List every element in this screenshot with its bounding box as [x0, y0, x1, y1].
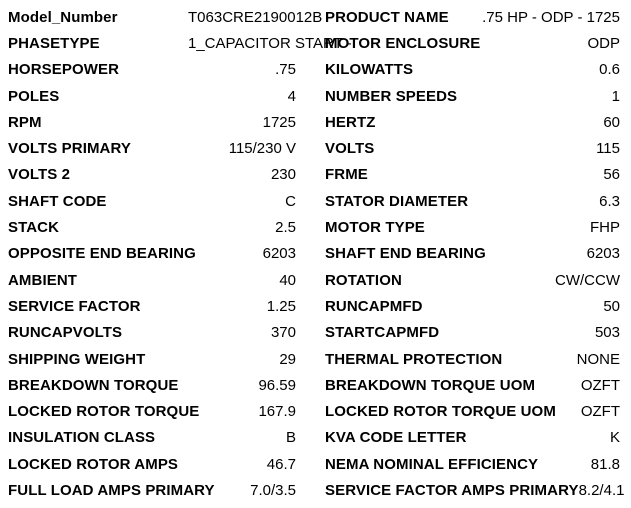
- field-value-left: 29: [279, 350, 296, 368]
- field-value-right: 50: [603, 297, 620, 315]
- table-row: [8, 451, 620, 477]
- table-row: [8, 372, 620, 398]
- table-row: [8, 241, 620, 267]
- field-label-right: THERMAL PROTECTION: [325, 350, 503, 368]
- field-label-right: FRME: [325, 166, 368, 184]
- field-label-right: KILOWATTS: [325, 61, 414, 79]
- field-label-left: RPM: [8, 113, 42, 131]
- field-value-right: 60: [603, 113, 620, 131]
- field-label-left: SHAFT CODE: [8, 192, 107, 210]
- field-value-left: 46.7: [266, 455, 296, 473]
- field-value-left: 6203: [262, 245, 296, 263]
- table-row: [8, 425, 620, 451]
- field-value-right: 115: [596, 140, 620, 158]
- table-row: [8, 188, 620, 214]
- field-label-left: OPPOSITE END BEARING: [8, 245, 196, 263]
- table-row: [8, 214, 620, 240]
- field-value-left: 167.9: [258, 403, 296, 421]
- field-label-left: FULL LOAD AMPS PRIMARY: [8, 481, 215, 499]
- table-row: [8, 135, 620, 161]
- field-value-left: 7.0/3.5: [250, 481, 296, 499]
- field-value-right: ODP: [587, 34, 620, 52]
- field-label-right: KVA CODE LETTER: [325, 429, 467, 447]
- table-row: [8, 109, 620, 135]
- field-label-right: VOLTS: [325, 140, 375, 158]
- field-label-left: HORSEPOWER: [8, 61, 120, 79]
- table-row: [8, 477, 625, 503]
- field-value-right: 1: [611, 87, 620, 105]
- field-label-left: VOLTS PRIMARY: [8, 140, 131, 158]
- field-label-right: BREAKDOWN TORQUE UOM: [325, 376, 536, 394]
- field-value-left: 1725: [262, 113, 296, 131]
- field-label-left: PHASETYPE: [8, 34, 100, 52]
- field-label-right: MOTOR ENCLOSURE: [325, 34, 481, 52]
- table-row: [8, 320, 620, 346]
- table-row: [8, 57, 620, 83]
- table-row: [8, 267, 620, 293]
- field-value-left: 115/230 V: [228, 140, 296, 158]
- field-value-right: 6203: [586, 245, 620, 263]
- field-label-right: RUNCAPMFD: [325, 297, 423, 315]
- field-label-right: NUMBER SPEEDS: [325, 87, 458, 105]
- table-row: [8, 162, 620, 188]
- field-value-right: OZFT: [580, 403, 620, 421]
- table-row: [8, 30, 620, 56]
- field-value-right: 56: [603, 166, 620, 184]
- field-label-left: POLES: [8, 87, 60, 105]
- field-label-right: SERVICE FACTOR AMPS PRIMARY: [325, 481, 579, 499]
- field-value-left: 96.59: [258, 376, 296, 394]
- field-value-left: T063CRE2190012B: [188, 8, 323, 26]
- field-label-right: STATOR DIAMETER: [325, 192, 469, 210]
- field-value-right: 6.3: [599, 192, 620, 210]
- field-label-left: Model_Number: [8, 8, 118, 26]
- field-label-right: SHAFT END BEARING: [325, 245, 486, 263]
- field-label-right: NEMA NOMINAL EFFICIENCY: [325, 455, 539, 473]
- field-value-left: 370: [270, 324, 296, 342]
- field-value-right: K: [609, 429, 620, 447]
- table-row: [8, 293, 620, 319]
- field-value-left: .75: [275, 61, 296, 79]
- field-value-right: NONE: [576, 350, 620, 368]
- field-label-left: AMBIENT: [8, 271, 78, 289]
- field-value-right: 503: [594, 324, 620, 342]
- field-value-left: 1_CAPACITOR START -: [188, 34, 352, 52]
- field-value-right: CW/CCW: [555, 271, 620, 289]
- field-value-left: 1.25: [266, 297, 296, 315]
- field-value-left: 2.5: [275, 219, 296, 237]
- field-value-left: 40: [279, 271, 296, 289]
- table-row: [8, 346, 620, 372]
- field-label-right: PRODUCT NAME: [325, 8, 449, 26]
- field-value-right: 0.6: [599, 61, 620, 79]
- field-label-right: LOCKED ROTOR TORQUE UOM: [325, 403, 556, 421]
- field-label-left: SERVICE FACTOR: [8, 297, 141, 315]
- field-label-left: BREAKDOWN TORQUE: [8, 376, 179, 394]
- field-value-left: C: [285, 192, 296, 210]
- table-row: [8, 398, 620, 424]
- field-label-left: VOLTS 2: [8, 166, 71, 184]
- field-label-left: SHIPPING WEIGHT: [8, 350, 146, 368]
- field-value-right: FHP: [590, 219, 620, 237]
- field-value-left: 4: [287, 87, 296, 105]
- field-label-right: STARTCAPMFD: [325, 324, 440, 342]
- field-value-left: 230: [270, 166, 296, 184]
- field-value-left: B: [285, 429, 296, 447]
- field-value-right: 8.2/4.1: [578, 481, 625, 499]
- table-row: [8, 83, 620, 109]
- field-label-right: ROTATION: [325, 271, 402, 289]
- field-value-right: 81.8: [590, 455, 620, 473]
- field-label-left: LOCKED ROTOR TORQUE: [8, 403, 200, 421]
- field-label-left: STACK: [8, 219, 60, 237]
- field-label-right: MOTOR TYPE: [325, 219, 425, 237]
- field-label-left: RUNCAPVOLTS: [8, 324, 123, 342]
- field-value-right: OZFT: [580, 376, 620, 394]
- field-label-left: LOCKED ROTOR AMPS: [8, 455, 179, 473]
- table-row: [8, 4, 620, 30]
- field-label-left: INSULATION CLASS: [8, 429, 156, 447]
- field-value-right: .75 HP - ODP - 1725: [482, 8, 620, 26]
- field-label-right: HERTZ: [325, 113, 376, 131]
